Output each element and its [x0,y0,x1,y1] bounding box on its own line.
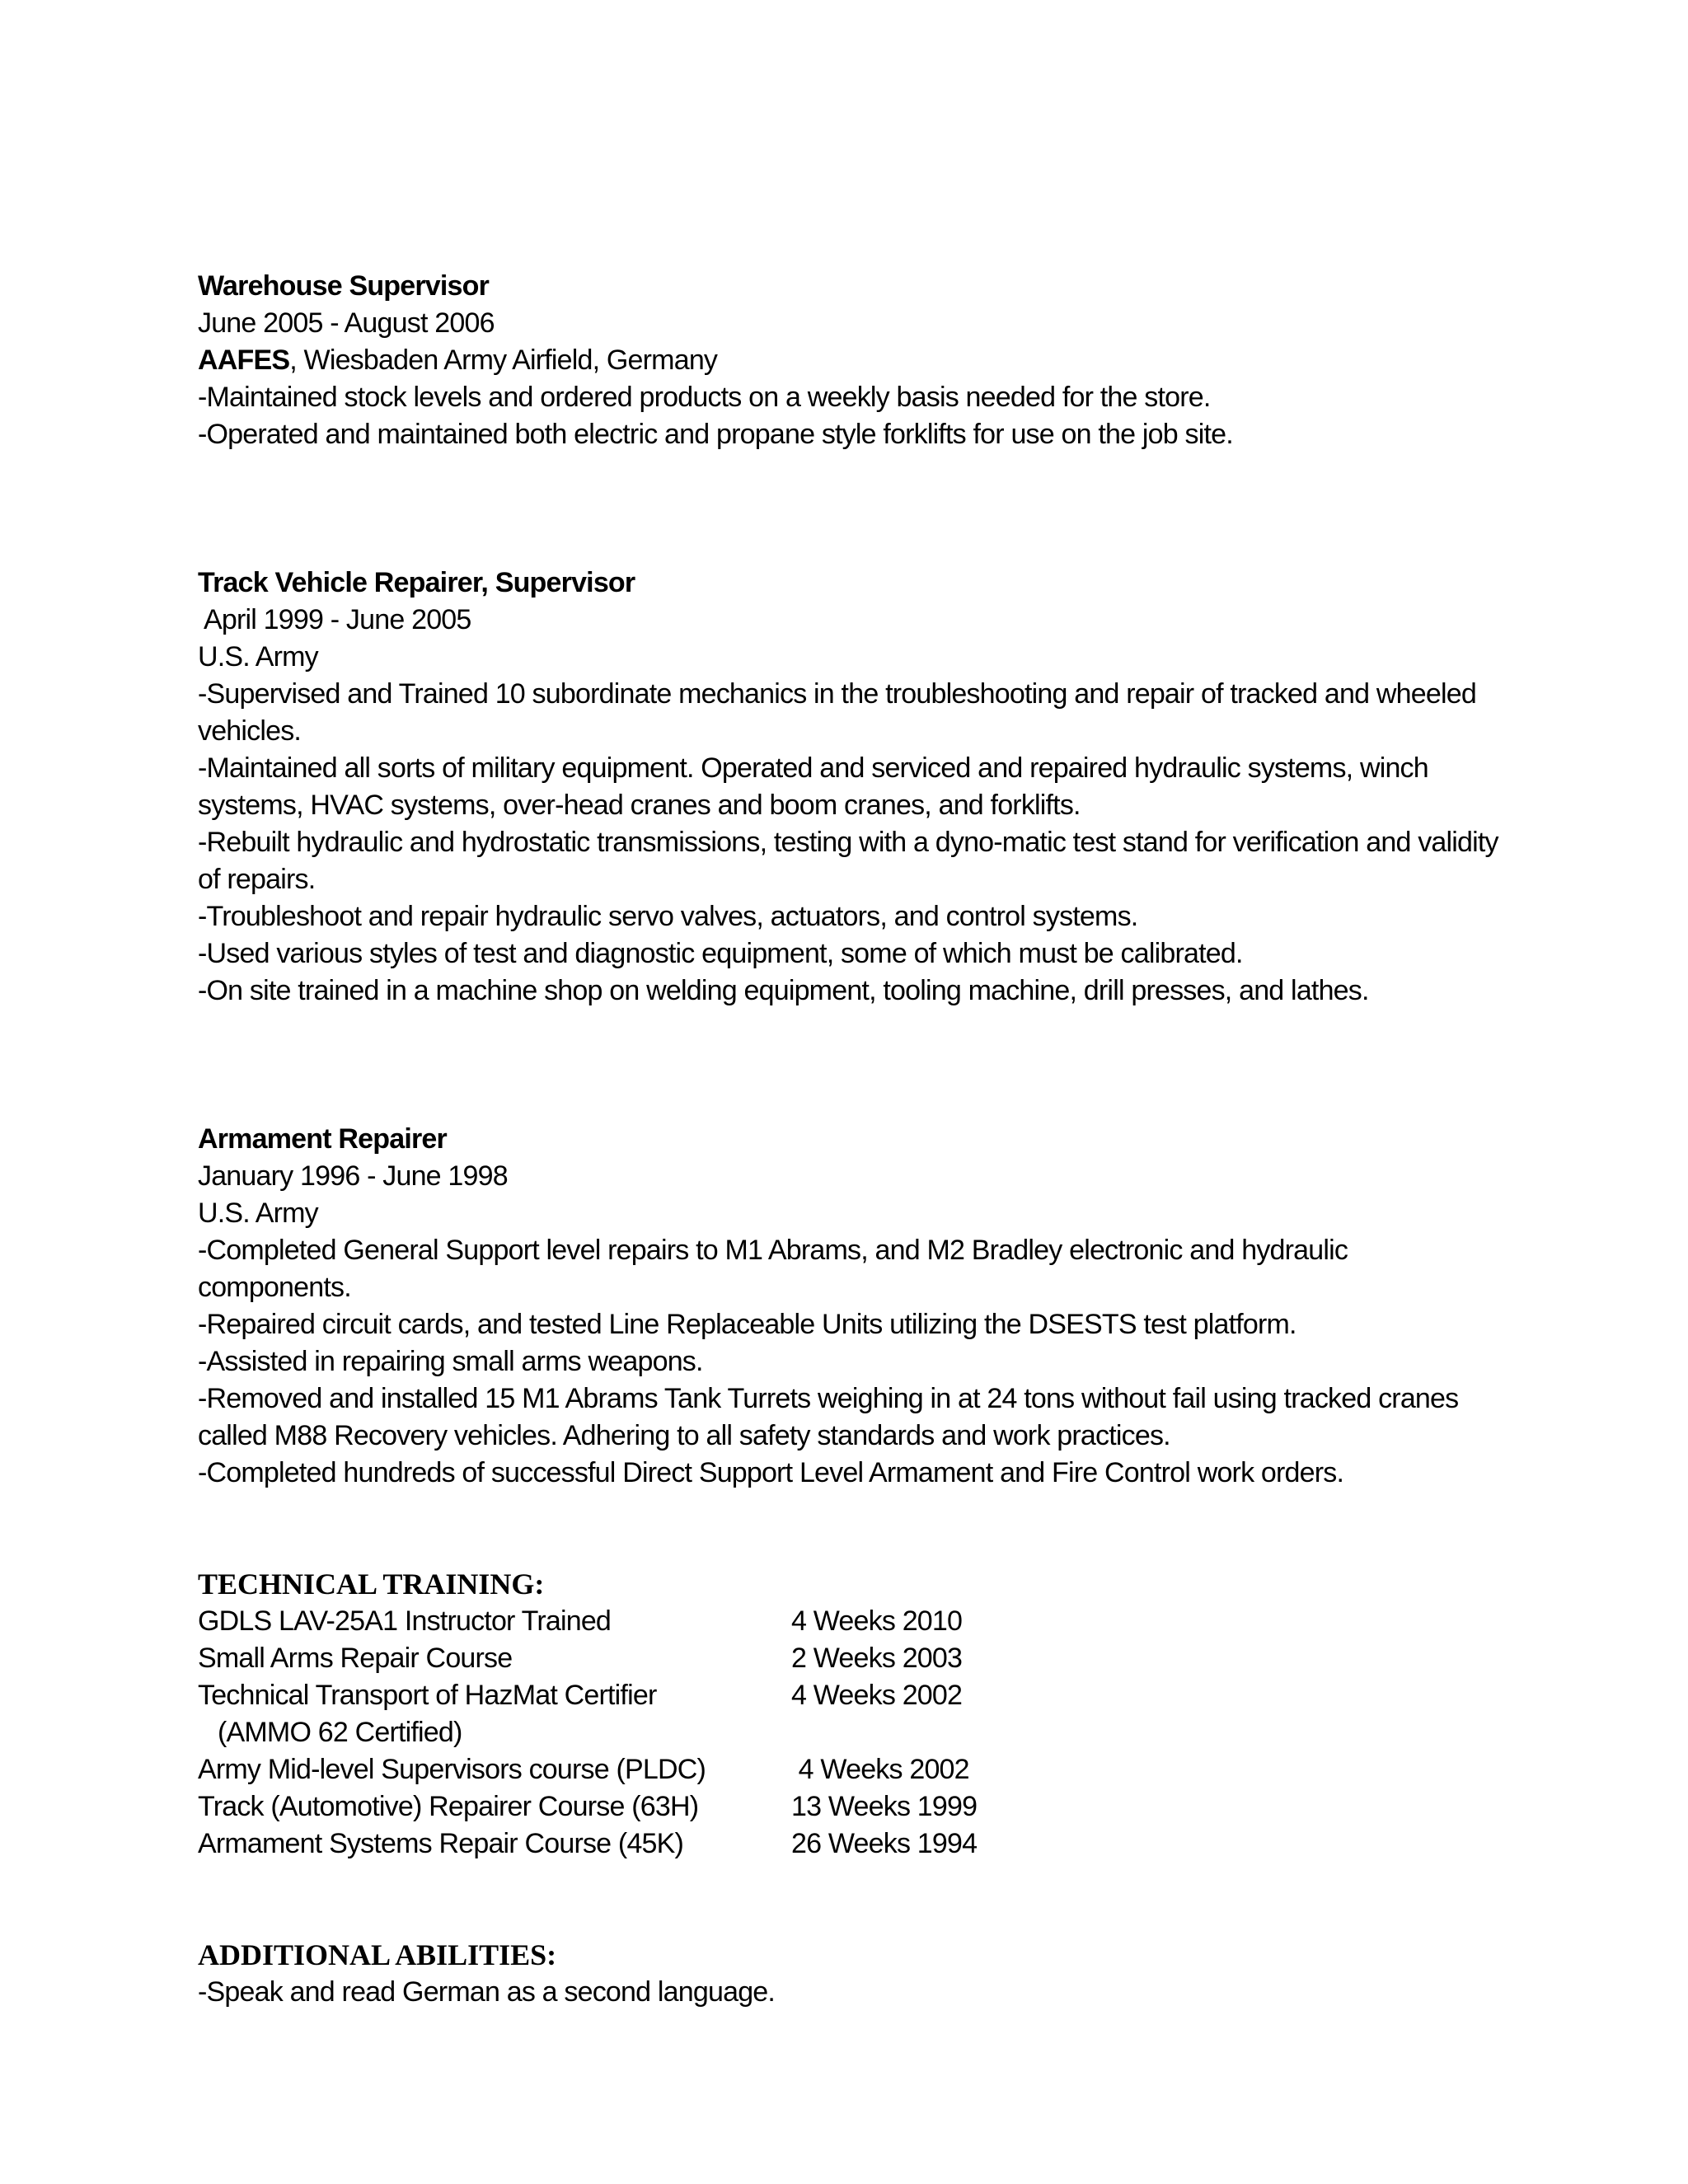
training-course: GDLS LAV-25A1 Instructor Trained [198,1605,612,1637]
job-bullet: -Removed and installed 15 M1 Abrams Tank Turrets weighing in at 24 tons without fail using tracked cranes called M88 Recovery vehicles. Adhering to all safety standards and work practices. [198,1383,1459,1451]
training-row [198,1751,1500,1788]
training-row [198,1714,1500,1751]
training-course: Army Mid-level Supervisors course (PLDC) [198,1754,706,1785]
training-course: Technical Transport of HazMat Certifier [198,1680,657,1711]
job-bullet: -Used various styles of test and diagnostic equipment, some of which must be calibrated. [198,938,1243,969]
training-row [198,1603,1500,1640]
training-row [198,1788,1500,1825]
job-bullet: -Rebuilt hydraulic and hydrostatic transmissions, testing with a dyno-matic test stand for verification and validity of repairs. [198,827,1498,895]
job-bullet: -Troubleshoot and repair hydraulic servo valves, actuators, and control systems. [198,901,1138,932]
job-bullet: -Repaired circuit cards, and tested Line Replaceable Units utilizing the DSESTS test platform. [198,1309,1296,1340]
job-title: Armament Repairer [198,1123,447,1155]
training-duration: 2 Weeks 2003 [791,1643,963,1674]
training-course: Track (Automotive) Repairer Course (63H) [198,1791,699,1822]
employer-name: AAFES [198,344,290,376]
job-bullet: -Maintained stock levels and ordered products on a weekly basis needed for the store. [198,382,1211,413]
additional-abilities-section [198,1937,1500,2011]
job-employer: U.S. Army [198,641,318,673]
training-row [198,1677,1500,1714]
technical-training-section [198,1566,1500,1863]
job-entry [198,268,1500,453]
job-bullet: -Completed General Support level repairs to M1 Abrams, and M2 Bradley electronic and hydraulic components. [198,1235,1348,1303]
job-employer [198,342,1500,379]
job-title: Track Vehicle Repairer, Supervisor [198,567,635,598]
resume-content [198,268,1500,2011]
training-duration: 13 Weeks 1999 [791,1791,978,1822]
job-employer: U.S. Army [198,1197,318,1229]
job-entry [198,1121,1500,1492]
job-title: Warehouse Supervisor [198,270,490,302]
job-bullet: -Completed hundreds of successful Direct Support Level Armament and Fire Control work orders. [198,1457,1344,1488]
job-dates: June 2005 - August 2006 [198,307,495,339]
job-dates: April 1999 - June 2005 [204,604,471,635]
training-row [198,1825,1500,1863]
job-dates: January 1996 - June 1998 [198,1160,508,1192]
job-bullet: -Assisted in repairing small arms weapons. [198,1346,703,1377]
training-duration: 26 Weeks 1994 [791,1828,978,1859]
section-heading: TECHNICAL TRAINING: [198,1568,545,1601]
job-bullet: -Operated and maintained both electric and propane style forklifts for use on the job site. [198,419,1233,450]
training-course: (AMMO 62 Certified) [218,1717,462,1748]
training-row [198,1640,1500,1677]
training-duration: 4 Weeks 2010 [791,1605,963,1637]
training-course: Small Arms Repair Course [198,1643,513,1674]
job-bullet: -On site trained in a machine shop on welding equipment, tooling machine, drill presses, and lathes. [198,975,1369,1006]
job-entry [198,565,1500,1010]
employer-location: , Wiesbaden Army Airfield, Germany [289,344,718,376]
job-bullet: -Supervised and Trained 10 subordinate mechanics in the troubleshooting and repair of tracked and wheeled vehicles. [198,678,1476,747]
training-course: Armament Systems Repair Course (45K) [198,1828,684,1859]
job-bullet: -Maintained all sorts of military equipment. Operated and serviced and repaired hydraulic systems, winch systems, HVAC systems, over-head cranes and boom cranes, and forklifts. [198,752,1428,821]
ability-item: -Speak and read German as a second language. [198,1976,776,2008]
training-duration: 4 Weeks 2002 [791,1680,963,1711]
section-heading: ADDITIONAL ABILITIES: [198,1938,557,1971]
training-duration: 4 Weeks 2002 [791,1754,969,1785]
